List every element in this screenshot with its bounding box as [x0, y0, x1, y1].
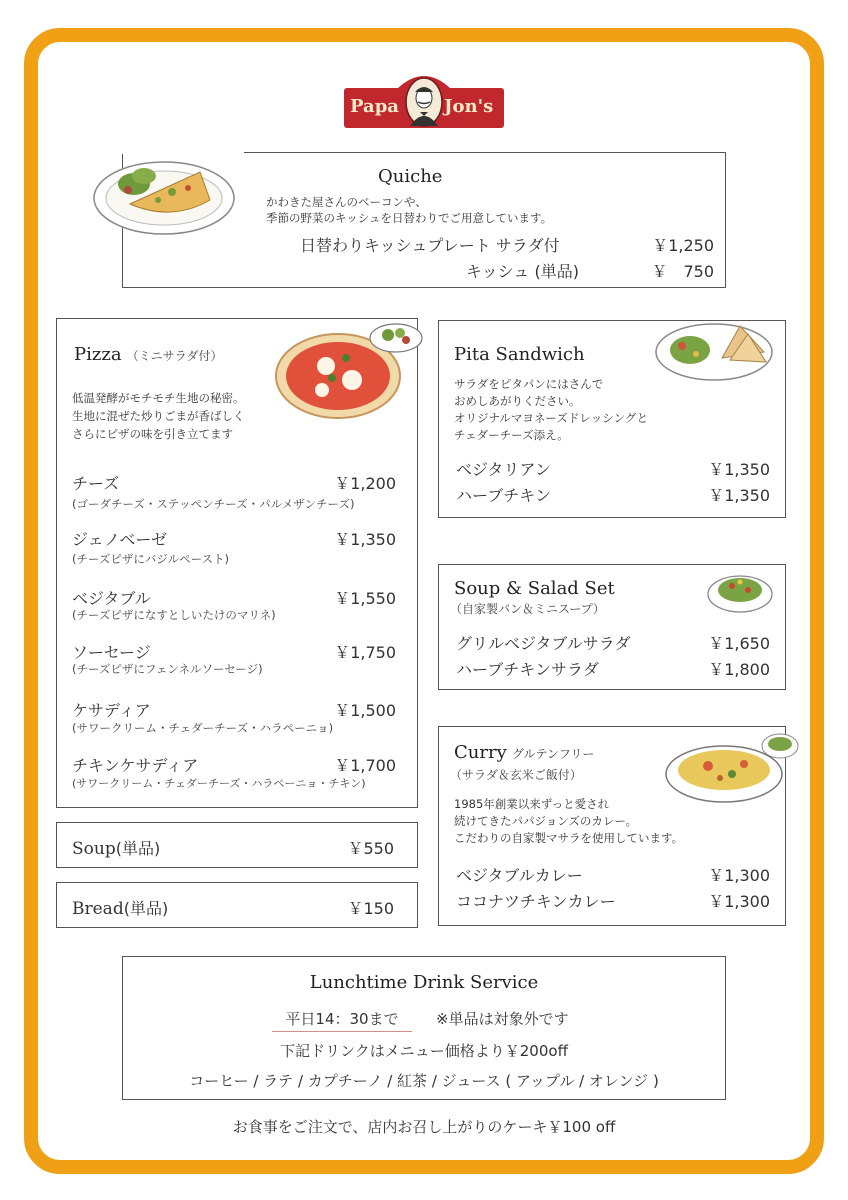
- item-name: 日替わりキッシュプレート サラダ付: [300, 236, 560, 255]
- quiche-item-single: [466, 259, 714, 282]
- curry-item-vegetable: [456, 863, 770, 886]
- pizza-item-chicken-quesadilla-note: (サワークリーム・チェダーチーズ・ハラペーニョ・チキン): [72, 777, 366, 790]
- item-price: ￥ 750: [651, 262, 714, 281]
- soup-title: Soup: [72, 839, 116, 859]
- item-name: ベジタリアン: [456, 460, 551, 479]
- curry-title: Curry: [454, 742, 507, 763]
- item-name: ベジタブル: [72, 589, 151, 608]
- pizza-item-cheese-note: (ゴーダチーズ・ステッペンチーズ・パルメザンチーズ): [72, 497, 355, 511]
- bread-item: [72, 896, 394, 919]
- item-name: キッシュ (単品): [466, 262, 579, 281]
- soup-salad-item-grilled: [456, 631, 770, 654]
- item-name: ベジタブルカレー: [456, 866, 583, 885]
- logo-text-papa: Papa: [350, 96, 399, 117]
- logo-text-jons: Jon's: [444, 96, 494, 117]
- soup-salad-sub: （自家製パン＆ミニスープ）: [450, 602, 605, 616]
- item-name: ココナツチキンカレー: [456, 892, 616, 911]
- pizza-title-note: （ミニサラダ付）: [126, 349, 223, 363]
- pita-item-herb-chicken: [456, 483, 770, 506]
- pizza-item-genovese: [72, 527, 396, 550]
- drink-list: コーヒー / ラテ / カプチーノ / 紅茶 / ジュース ( アップル / オレンジ ): [189, 1072, 659, 1090]
- item-name: チキンケサディア: [72, 756, 199, 775]
- item-price: ￥1,500: [334, 701, 396, 720]
- pita-illustration: [652, 312, 776, 384]
- pizza-item-chicken-quesadilla: [72, 753, 396, 776]
- item-price: ￥1,300: [708, 892, 770, 911]
- bread-price: ￥150: [347, 899, 394, 918]
- item-name: ハーブチキンサラダ: [456, 660, 599, 679]
- pita-item-vegetarian: [456, 457, 770, 480]
- papa-jons-logo: [344, 68, 504, 130]
- item-price: ￥1,350: [334, 530, 396, 549]
- pizza-item-vegetable-note: (チーズピザになすとしいたけのマリネ): [72, 608, 276, 622]
- pizza-item-sausage: [72, 640, 396, 663]
- salad-illustration: [704, 562, 774, 618]
- pizza-illustration: [266, 318, 426, 424]
- pizza-title: Pizza: [74, 344, 122, 365]
- item-price: ￥1,800: [708, 660, 770, 679]
- pita-title: Pita Sandwich: [454, 344, 585, 365]
- quiche-title: Quiche: [378, 166, 443, 187]
- curry-item-coconut-chicken: [456, 889, 770, 912]
- curry-sub: （サラダ＆玄米ご飯付）: [450, 768, 582, 782]
- item-price: ￥1,550: [334, 589, 396, 608]
- curry-desc-3: こだわりの自家製マサラを使用しています。: [454, 831, 684, 845]
- item-price: ￥1,350: [708, 486, 770, 505]
- pizza-item-sausage-note: (チーズピザにフェンネルソーセージ): [72, 662, 263, 676]
- curry-desc-1: 1985年創業以来ずっと愛され: [454, 797, 610, 811]
- quiche-desc-2: 季節の野菜のキッシュを日替わりでご用意しています。: [266, 211, 553, 225]
- quiche-item-plate: [300, 233, 714, 256]
- drink-time: 平日14：30まで: [272, 1008, 412, 1032]
- pita-desc-2: おめしあがりください。: [454, 394, 581, 408]
- item-price: ￥1,250: [652, 236, 714, 255]
- pizza-desc-3: さらにピザの味を引き立てます: [72, 427, 233, 441]
- pizza-item-genovese-note: (チーズピザにバジルペースト): [72, 552, 230, 566]
- drink-discount: 下記ドリンクはメニュー価格より￥200off: [280, 1042, 568, 1060]
- curry-heading: [454, 742, 594, 763]
- item-price: ￥1,350: [708, 460, 770, 479]
- item-name: ハーブチキン: [456, 486, 552, 505]
- pizza-item-cheese: [72, 471, 396, 494]
- soup-item: [72, 836, 394, 859]
- soup-note: (単品): [115, 839, 161, 858]
- drink-exclusion: ※単品は対象外です: [436, 1010, 569, 1028]
- curry-illustration: [662, 724, 800, 806]
- pizza-desc-2: 生地に混ぜた炒りごまが香ばしく: [72, 409, 245, 423]
- item-name: ケサディア: [72, 701, 151, 720]
- soup-price: ￥550: [347, 839, 394, 858]
- item-price: ￥1,200: [334, 474, 396, 493]
- pita-desc-4: チェダーチーズ添え。: [454, 428, 569, 442]
- soup-salad-title: Soup & Salad Set: [454, 578, 615, 599]
- item-name: チーズ: [72, 474, 120, 493]
- pita-desc-1: サラダをピタパンにはさんで: [454, 377, 604, 391]
- pizza-item-quesadilla-note: (サワークリーム・チェダーチーズ・ハラペーニョ): [72, 721, 334, 735]
- soup-salad-item-herb-chicken: [456, 657, 770, 680]
- item-name: ソーセージ: [72, 643, 151, 662]
- quiche-illustration: [92, 142, 242, 242]
- bread-title: Bread: [72, 899, 124, 919]
- item-price: ￥1,750: [334, 643, 396, 662]
- item-price: ￥1,700: [334, 756, 396, 775]
- item-name: ジェノベーゼ: [72, 530, 168, 549]
- curry-title-note: グルテンフリー: [511, 747, 595, 761]
- pizza-item-quesadilla: [72, 698, 396, 721]
- item-price: ￥1,300: [708, 866, 770, 885]
- item-name: グリルベジタブルサラダ: [456, 634, 631, 653]
- cake-note: お食事をご注文で、店内お召し上がりのケーキ￥100 off: [232, 1118, 616, 1136]
- pizza-heading: [74, 344, 223, 365]
- quiche-desc-1: かわきた屋さんのベーコンや、: [266, 195, 427, 209]
- bread-note: (単品): [123, 899, 169, 918]
- item-price: ￥1,650: [708, 634, 770, 653]
- pita-desc-3: オリジナルマヨネーズドレッシングと: [454, 411, 648, 425]
- curry-desc-2: 続けてきたパパジョンズのカレー。: [454, 814, 637, 828]
- pizza-item-vegetable: [72, 586, 396, 609]
- drink-title: Lunchtime Drink Service: [309, 972, 539, 993]
- pizza-desc-1: 低温発酵がモチモチ生地の秘密。: [72, 391, 245, 405]
